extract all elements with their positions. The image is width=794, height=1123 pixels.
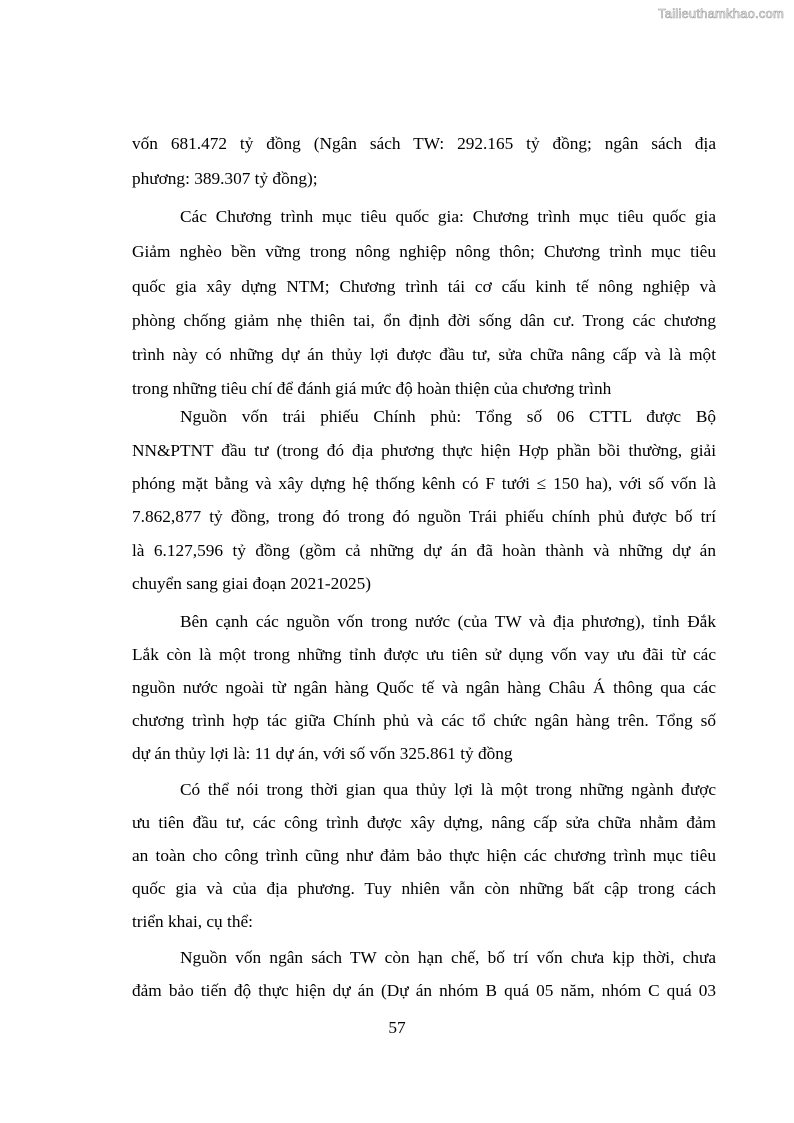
- text-line: Nguồn vốn ngân sách TW còn hạn chế, bố trí vốn chưa kịp thời, chưa: [180, 948, 716, 967]
- text-line: là 6.127,596 tỷ đồng (gồm cả những dự án đã hoàn thành và những dự án: [132, 541, 716, 560]
- watermark: Tailieuthamkhao.com: [658, 6, 784, 21]
- text-line: Bên cạnh các nguồn vốn trong nước (của TW và địa phương), tỉnh Đắk: [180, 612, 716, 631]
- text-line: quốc gia xây dựng NTM; Chương trình tái cơ cấu kinh tế nông nghiệp và: [132, 277, 716, 296]
- text-line: ưu tiên đầu tư, các công trình được xây dựng, nâng cấp sửa chữa nhằm đảm: [132, 813, 716, 832]
- text-line: trong những tiêu chí để đánh giá mức độ hoàn thiện của chương trình: [132, 379, 612, 398]
- text-line: Các Chương trình mục tiêu quốc gia: Chương trình mục tiêu quốc gia: [180, 207, 716, 226]
- text-line: NN&PTNT đầu tư (trong đó địa phương thực hiện Hợp phần bồi thường, giải: [132, 441, 716, 460]
- text-line: Có thể nói trong thời gian qua thủy lợi là một trong những ngành được: [180, 780, 716, 799]
- text-line: dự án thủy lợi là: 11 dự án, với số vốn 325.861 tỷ đồng: [132, 744, 513, 763]
- text-line: chương trình hợp tác giữa Chính phủ và các tổ chức ngân hàng trên. Tổng số: [132, 711, 716, 730]
- text-line: đảm bảo tiến độ thực hiện dự án (Dự án nhóm B quá 05 năm, nhóm C quá 03: [132, 981, 716, 1000]
- text-line: phòng chống giảm nhẹ thiên tai, ổn định đời sống dân cư. Trong các chương: [132, 311, 716, 330]
- text-line: 7.862,877 tỷ đồng, trong đó trong đó nguồn Trái phiếu chính phủ được bố trí: [132, 507, 716, 526]
- text-line: vốn 681.472 tỷ đồng (Ngân sách TW: 292.165 tỷ đồng; ngân sách địa: [132, 134, 716, 153]
- text-line: quốc gia và của địa phương. Tuy nhiên vẫn còn những bất cập trong cách: [132, 879, 716, 898]
- text-line: Lắk còn là một trong những tỉnh được ưu tiên sử dụng vốn vay ưu đãi từ các: [132, 645, 716, 664]
- text-line: phóng mặt bằng và xây dựng hệ thống kênh có F tưới ≤ 150 ha), với số vốn là: [132, 474, 716, 493]
- text-line: triển khai, cụ thể:: [132, 912, 253, 931]
- text-line: trình này có những dự án thủy lợi được đầu tư, sửa chữa nâng cấp và là một: [132, 345, 716, 364]
- text-line: Nguồn vốn trái phiếu Chính phủ: Tổng số 06 CTTL được Bộ: [180, 407, 716, 426]
- page-number: 57: [388, 1018, 406, 1037]
- text-line: chuyển sang giai đoạn 2021-2025): [132, 574, 372, 593]
- text-line: an toàn cho công trình cũng như đảm bảo thực hiện các chương trình mục tiêu: [132, 846, 716, 865]
- text-line: nguồn nước ngoài từ ngân hàng Quốc tế và ngân hàng Châu Á thông qua các: [132, 678, 716, 697]
- text-line: phương: 389.307 tỷ đồng);: [132, 169, 318, 188]
- text-line: Giảm nghèo bền vững trong nông nghiệp nông thôn; Chương trình mục tiêu: [132, 242, 716, 261]
